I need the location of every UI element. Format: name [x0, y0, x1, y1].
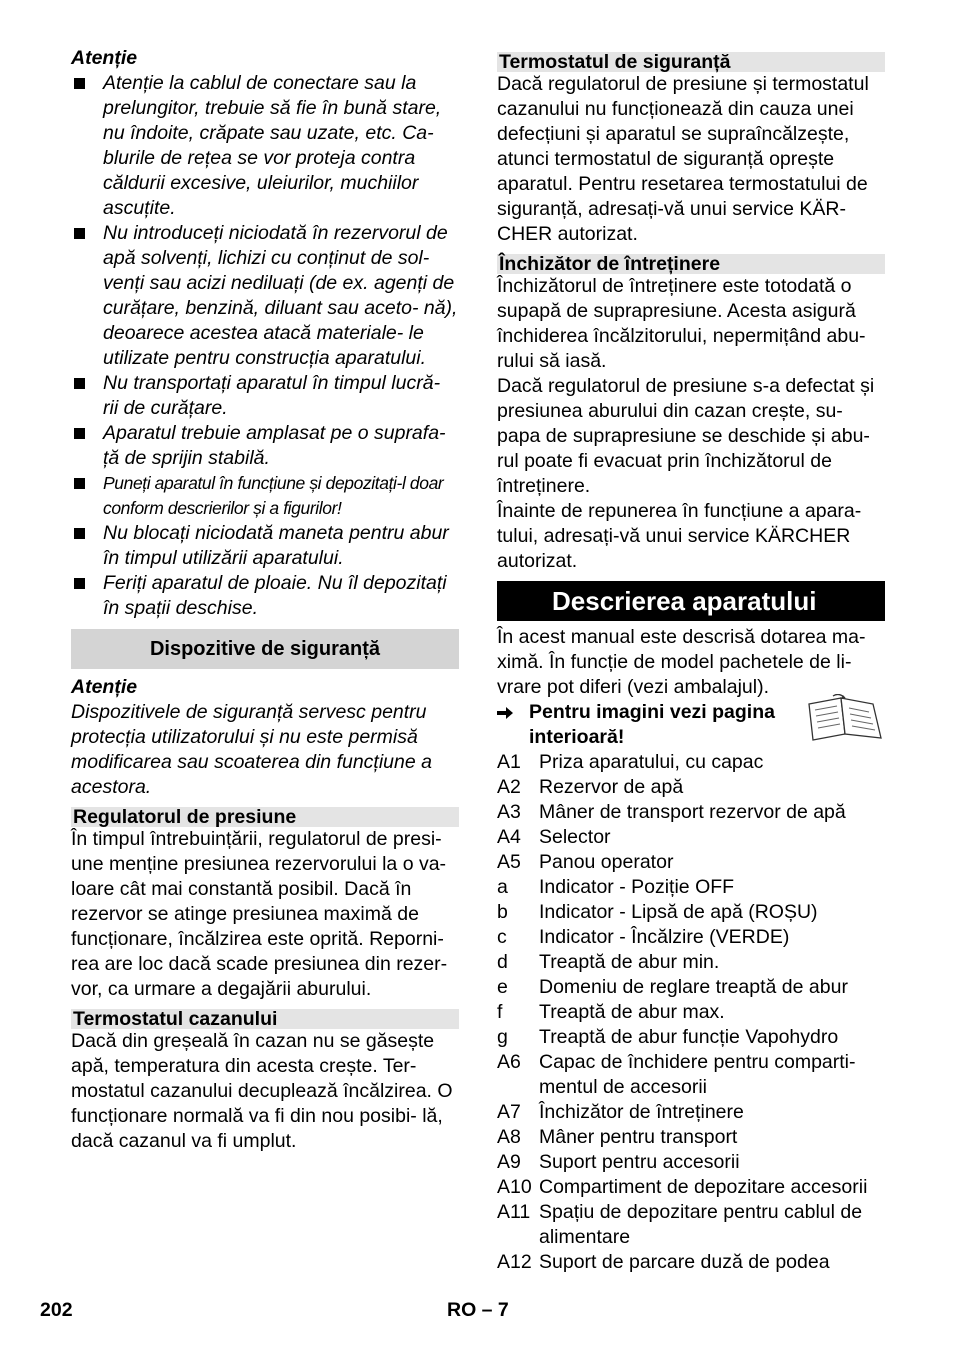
maintenance-plug-text: Înainte de repunerea în funcțiune a apara- tului, adresați-vă unui service KÄRCHER autorizat.: [497, 500, 862, 572]
list-item: A8 Mâner pentru transport: [497, 1126, 738, 1148]
list-item: d Treaptă de abur min.: [497, 951, 720, 973]
boiler-thermostat-title: Termostatul cazanului: [71, 1009, 459, 1029]
list-item: A10 Compartiment de depozitare accesorii: [497, 1176, 868, 1198]
right-column: [497, 46, 885, 1275]
list-item: g Treaptă de abur funcție Vapohydro: [497, 1026, 839, 1048]
list-item: e Domeniu de reglare treaptă de abur: [497, 976, 848, 998]
bullet-item: Feriți aparatul de ploaie. Nu îl depozitați în spații deschise.: [71, 571, 459, 621]
arrow-right-icon: [497, 700, 529, 750]
square-bullet-icon: [71, 471, 103, 521]
description-title: Descrierea aparatului: [497, 581, 885, 621]
list-item: A12 Suport de parcare duză de podea: [497, 1251, 830, 1273]
pressure-regulator-text: În timpul întrebuințării, regulatorul de presi- une menține presiunea rezervorului la o va- loare cât mai constantă posibil. Dacă în rezervor se atinge presiunea maximă de funcționare, încălzirea este oprită. Reporni- rea are loc dacă scade presiunea din rezer- vor, ca urmare a degajării aburului.: [71, 828, 448, 1000]
bullet-item: Puneți aparatul în funcțiune și depozitați-l doar conform descrierilor și a figurilor!: [71, 471, 459, 521]
open-book-icon: [805, 694, 885, 751]
description-text: În acest manual este descrisă dotarea ma- ximă. În funcție de model pachetele de li- vrare pot diferi (vezi ambalajul).: [497, 626, 866, 698]
bullet-item: Atenție la cablul de conectare sau la prelungitor, trebuie să fie în bună stare, nu îndoite, crăpate sau uzate, etc. Ca- blurile de rețea se vor proteja contra căldurii excesive, uleiurilor, muchiilor ascuțite.: [71, 71, 459, 221]
bullet-item: Nu introduceți niciodată în rezervorul de apă solvenți, lichizi cu conținut de sol- venți sau acizi nediluați (de ex. agenți de curățare, benzină, diluant sau aceto- nă), deoarece acestea atacă materiale- le utilizate pentru construcția aparatului.: [71, 221, 459, 371]
left-column: [71, 46, 459, 1154]
square-bullet-icon: [71, 421, 103, 471]
list-item: b Indicator - Lipsă de apă (ROȘU): [497, 901, 818, 923]
pressure-regulator-title: Regulatorul de presiune: [71, 807, 459, 827]
square-bullet-icon: [71, 71, 103, 221]
maintenance-plug-title: Închizător de întreținere: [497, 254, 885, 274]
list-item: a Indicator - Poziție OFF: [497, 876, 735, 898]
square-bullet-icon: [71, 371, 103, 421]
list-item: c Indicator - Încălzire (VERDE): [497, 926, 790, 948]
images-note: Pentru imagini vezi pagina interioară!: [497, 700, 885, 750]
maintenance-plug-text: Dacă regulatorul de presiune s-a defectat și presiunea aburului din cazan crește, su- papa de suprapresiune se deschide și abu- rul poate fi evacuat prin închizătorul de întreținere.: [497, 375, 875, 497]
square-bullet-icon: [71, 221, 103, 371]
square-bullet-icon: [71, 521, 103, 571]
list-item: A11 Spațiu de depozitare pentru cablul de alimentare: [497, 1201, 863, 1248]
safety-attention-text: Dispozitivele de siguranță servesc pentru protecția utilizatorului și nu este permisă modificarea sau scoaterea din funcțiune a acestora.: [71, 701, 432, 798]
list-item: A9 Suport pentru accesorii: [497, 1151, 740, 1173]
square-bullet-icon: [71, 571, 103, 621]
bullet-item: Nu transportați aparatul în timpul lucră- rii de curățare.: [71, 371, 459, 421]
list-item: A3 Mâner de transport rezervor de apă: [497, 801, 846, 823]
list-item: f Treaptă de abur max.: [497, 1001, 725, 1023]
page-number: 202: [40, 1299, 73, 1321]
maintenance-plug-text: Închizătorul de întreținere este totodată o supapă de suprapresiune. Acesta asigură închiderea încălzitorului, nepermițând abu- rului să iasă.: [497, 275, 866, 372]
safety-section-title: Dispozitive de siguranță: [71, 629, 459, 669]
safety-thermostat-title: Termostatul de siguranță: [497, 52, 885, 72]
list-item: A1 Priza aparatului, cu capac: [497, 751, 764, 773]
bullet-item: Aparatul trebuie amplasat pe o suprafa- ță de sprijin stabilă.: [71, 421, 459, 471]
safety-thermostat-text: Dacă regulatorul de presiune și termostatul cazanului nu funcționează din cauza unei defecțiuni și aparatul se supraîncălzește, atunci termostatul de siguranță oprește aparatul. Pentru resetarea termostatului de siguranță, adresați-vă unui service KÄR- CHER autorizat.: [497, 73, 869, 245]
component-list: [497, 750, 885, 1275]
boiler-thermostat-text: Dacă din greșeală în cazan nu se găsește apă, temperatura din acesta crește. Ter- mostatul cazanului decuplează încălzirea. O funcționare normală va fi din nou posibi- lă, dacă cazanul va fi umplut.: [71, 1030, 453, 1152]
list-item: A7 Închizător de întreținere: [497, 1101, 744, 1123]
list-item: A4 Selector: [497, 826, 611, 848]
list-item: A5 Panou operator: [497, 851, 674, 873]
attention-heading: Atenție: [71, 47, 138, 69]
bullet-item: Nu blocați niciodată maneta pentru abur în timpul utilizării aparatului.: [71, 521, 459, 571]
list-item: A2 Rezervor de apă: [497, 776, 684, 798]
list-item: A6 Capac de închidere pentru comparti- mentul de accesorii: [497, 1051, 856, 1098]
section-page: RO – 7: [447, 1299, 509, 1321]
safety-attention-heading: Atenție: [71, 676, 138, 698]
